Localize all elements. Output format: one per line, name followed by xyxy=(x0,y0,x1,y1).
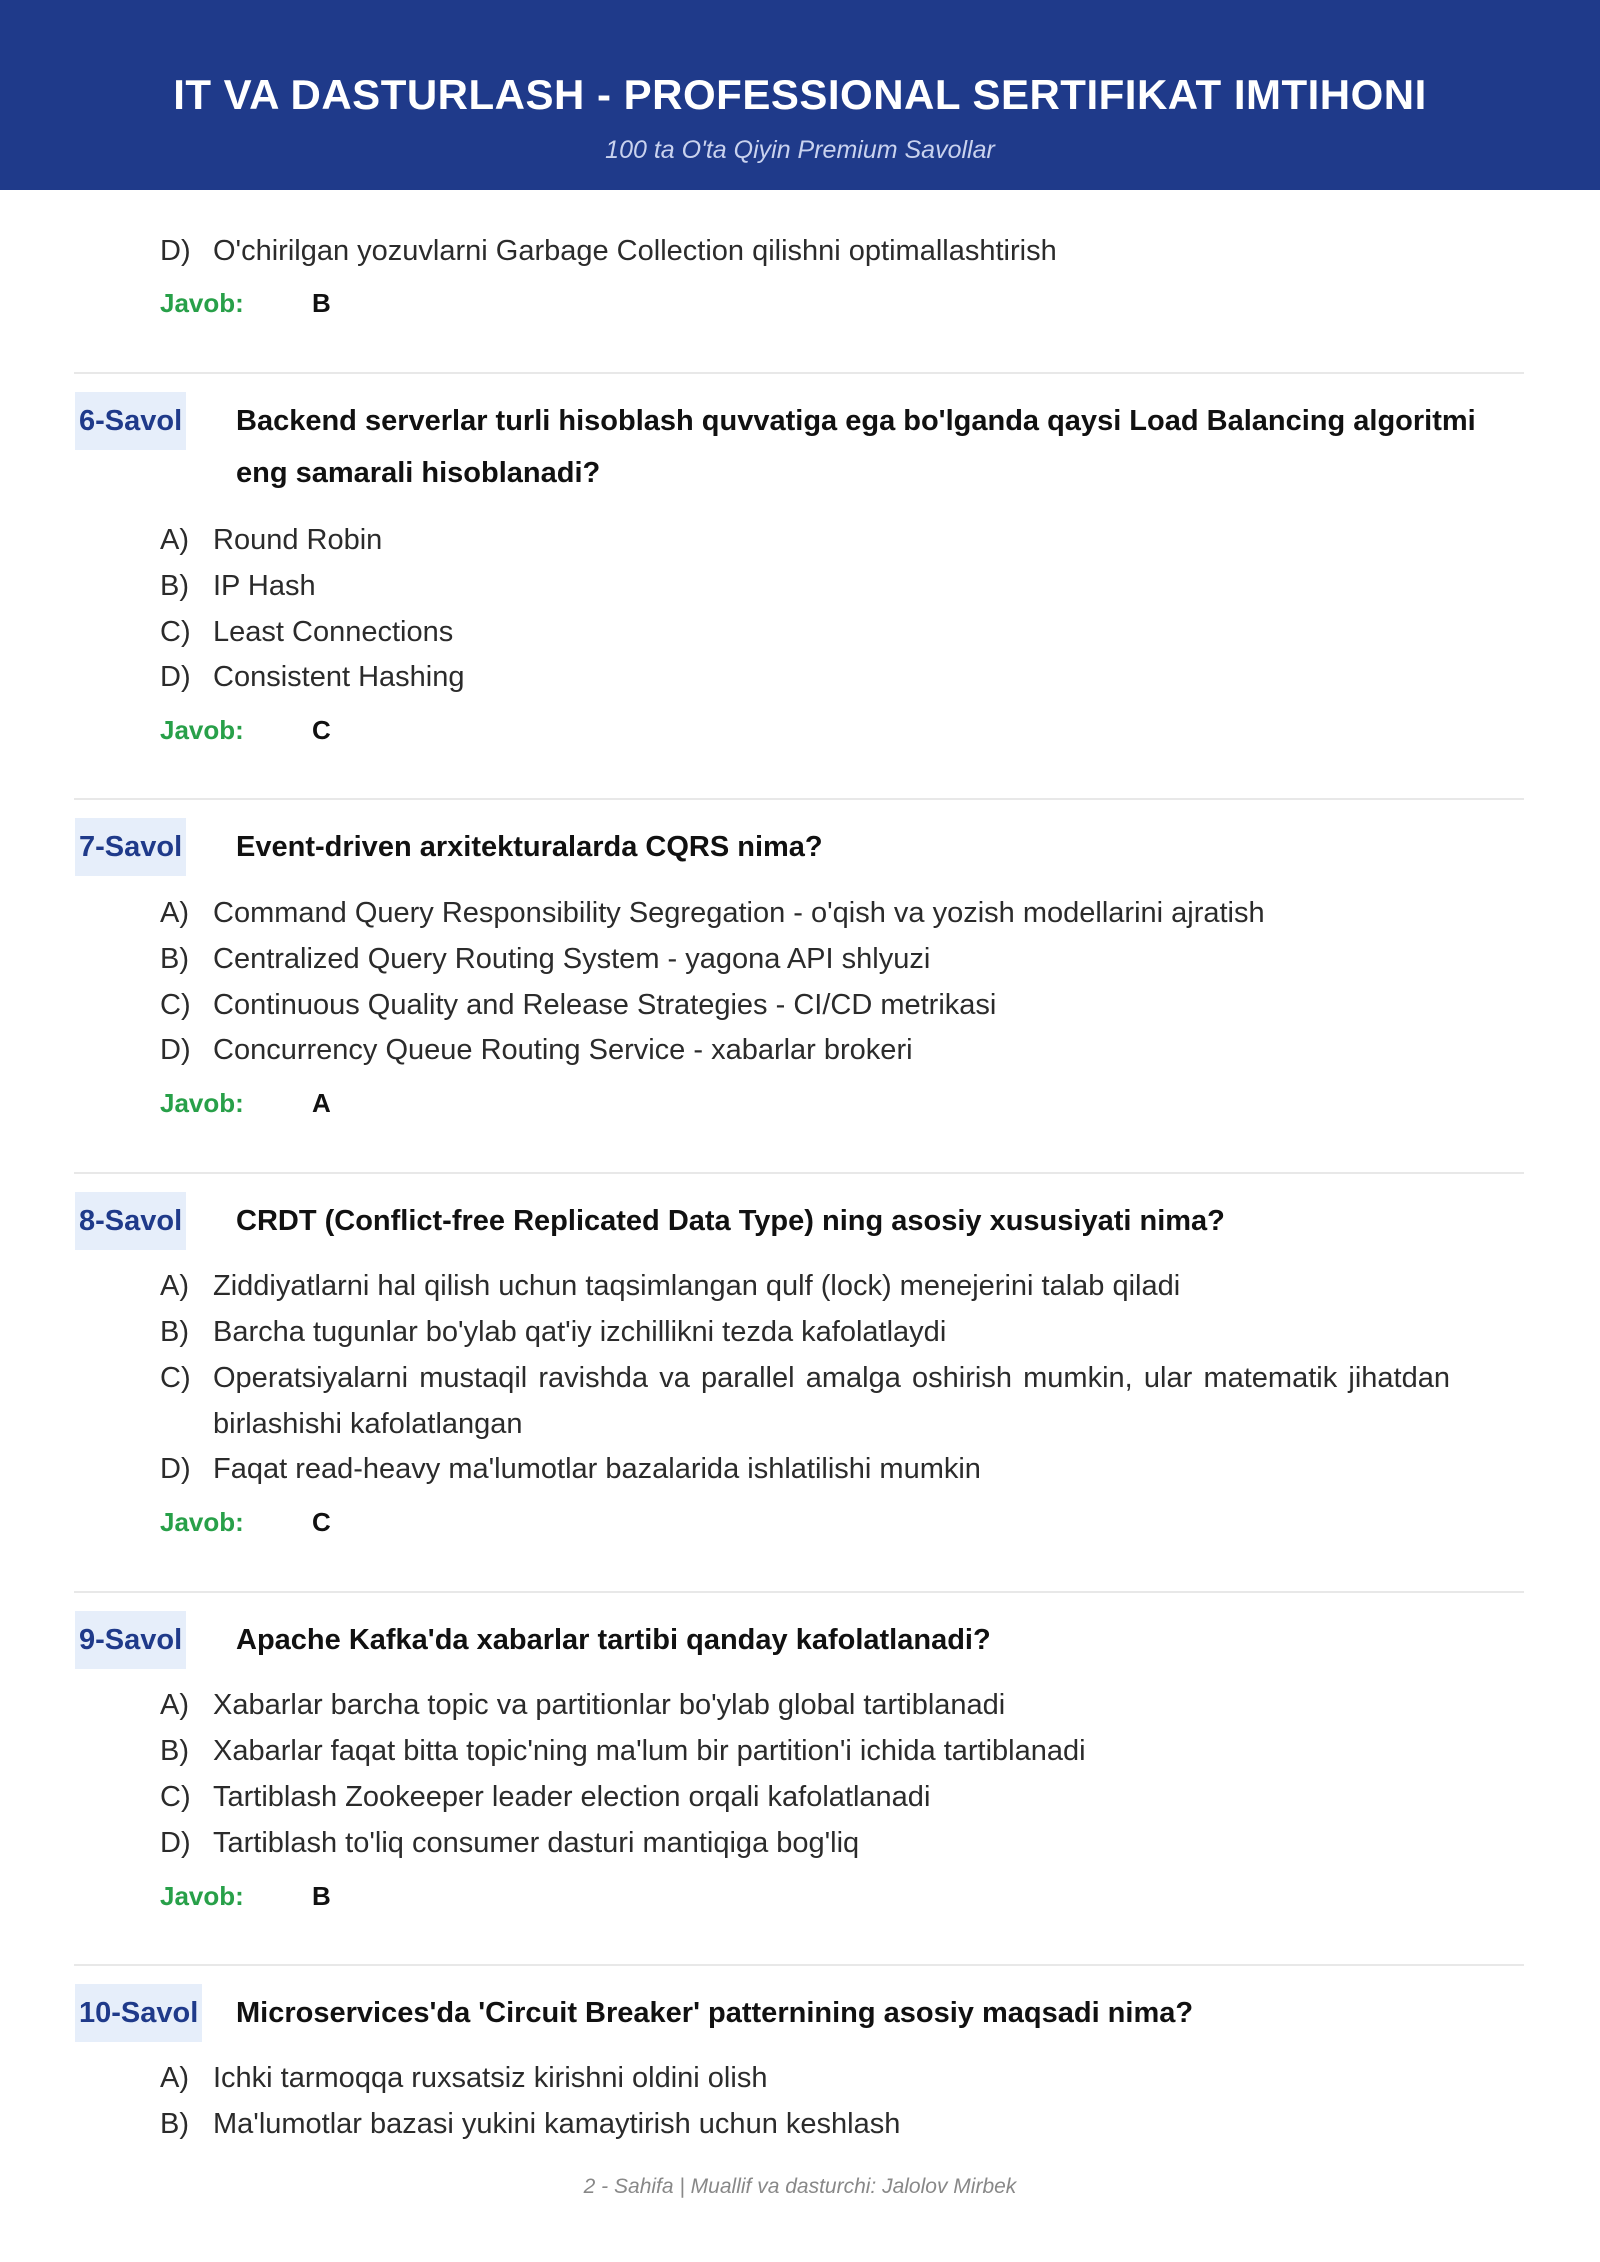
answer-label: Javob: xyxy=(160,715,244,745)
question-6-option-d xyxy=(160,654,1450,700)
question-7-option-c xyxy=(160,982,1450,1028)
answer-value: C xyxy=(312,1507,331,1537)
option-text: Xabarlar barcha topic va partitionlar bo'ylab global tartiblanadi xyxy=(213,1689,1006,1721)
question-9-text: Apache Kafka'da xabarlar tartibi qanday kafolatlanadi? xyxy=(236,1624,991,1656)
option-text: Ichki tarmoqqa ruxsatsiz kirishni oldini olish xyxy=(213,2062,768,2094)
option-letter: A) xyxy=(160,524,189,556)
question-6-text: Backend serverlar turli hisoblash quvvatiga ega bo'lganda qaysi Load Balancing algoritmi eng samarali hisoblanadi? xyxy=(236,405,1476,489)
option-text: Faqat read-heavy ma'lumotlar bazalarida ishlatilishi mumkin xyxy=(213,1453,981,1485)
answer-value: C xyxy=(312,715,331,745)
option-letter: D) xyxy=(160,1453,191,1485)
answer-label: Javob: xyxy=(160,1507,244,1537)
page-subtitle: 100 ta O'ta Qiyin Premium Savollar xyxy=(605,136,995,164)
question-6-answer xyxy=(160,710,331,750)
option-text: O'chirilgan yozuvlarni Garbage Collection qilishni optimallashtirish xyxy=(213,235,1057,267)
page-title: IT VA DASTURLASH - PROFESSIONAL SERTIFIKAT IMTIHONI xyxy=(173,71,1427,118)
option-text: Tartiblash Zookeeper leader election orqali kafolatlanadi xyxy=(213,1781,931,1813)
question-9-option-b xyxy=(160,1728,1450,1774)
option-text: Round Robin xyxy=(213,524,383,556)
question-7-text: Event-driven arxitekturalarda CQRS nima? xyxy=(236,831,823,863)
option-text: Xabarlar faqat bitta topic'ning ma'lum bir partition'i ichida tartiblanadi xyxy=(213,1735,1086,1767)
question-7-option-d xyxy=(160,1027,1450,1073)
question-8-option-d xyxy=(160,1446,1450,1492)
question-8-option-b xyxy=(160,1309,1450,1355)
option-letter: B) xyxy=(160,1316,189,1348)
question-8-number: 8-Savol xyxy=(75,1192,186,1250)
answer-value: B xyxy=(312,1881,331,1911)
answer-label: Javob: xyxy=(160,1881,244,1911)
question-6-option-a xyxy=(160,517,1450,563)
option-letter: D) xyxy=(160,661,191,693)
question-9-answer xyxy=(160,1876,331,1916)
option-letter: A) xyxy=(160,1689,189,1721)
question-5-option-d xyxy=(160,228,1450,274)
question-10-option-b xyxy=(160,2101,1450,2147)
option-text: Consistent Hashing xyxy=(213,661,465,693)
option-letter: B) xyxy=(160,1735,189,1767)
option-letter: A) xyxy=(160,897,189,929)
answer-value: B xyxy=(312,288,331,318)
option-letter: D) xyxy=(160,1827,191,1859)
divider xyxy=(74,372,1524,374)
option-letter: B) xyxy=(160,943,189,975)
divider xyxy=(74,1591,1524,1593)
option-text: Ziddiyatlarni hal qilish uchun taqsimlangan qulf (lock) menejerini talab qiladi xyxy=(213,1270,1181,1302)
question-10-number: 10-Savol xyxy=(75,1984,202,2042)
question-8-text: CRDT (Conflict-free Replicated Data Type) ning asosiy xususiyati nima? xyxy=(236,1205,1225,1237)
answer-label: Javob: xyxy=(160,288,244,318)
question-6-number: 6-Savol xyxy=(75,392,186,450)
option-letter: D) xyxy=(160,235,191,267)
option-text: Concurrency Queue Routing Service - xabarlar brokeri xyxy=(213,1034,913,1066)
page-header xyxy=(0,0,1600,190)
option-text: Least Connections xyxy=(213,616,454,648)
question-8-option-a xyxy=(160,1263,1450,1309)
question-9-option-d xyxy=(160,1820,1450,1866)
divider xyxy=(74,798,1524,800)
question-9-number: 9-Savol xyxy=(75,1611,186,1669)
question-8-answer xyxy=(160,1502,331,1542)
question-7-option-b xyxy=(160,936,1450,982)
option-text: Continuous Quality and Release Strategies - CI/CD metrikasi xyxy=(213,989,997,1021)
option-letter: B) xyxy=(160,570,189,602)
option-letter: C) xyxy=(160,1362,191,1394)
option-letter: B) xyxy=(160,2108,189,2140)
divider xyxy=(74,1964,1524,1966)
question-7-option-a xyxy=(160,890,1450,936)
option-letter: C) xyxy=(160,989,191,1021)
question-5-answer xyxy=(160,283,331,323)
question-8-option-c xyxy=(160,1355,1450,1447)
option-letter: A) xyxy=(160,2062,189,2094)
question-6-option-b xyxy=(160,563,1450,609)
divider xyxy=(74,1172,1524,1174)
question-6-option-c xyxy=(160,609,1450,655)
option-text: Operatsiyalarni mustaqil ravishda va parallel amalga oshirish mumkin, ular matematik jihatdan birlashishi kafolatlangan xyxy=(213,1362,1450,1440)
option-text: Tartiblash to'liq consumer dasturi mantiqiga bog'liq xyxy=(213,1827,860,1859)
option-letter: C) xyxy=(160,616,191,648)
question-9-option-a xyxy=(160,1682,1450,1728)
question-10-text: Microservices'da 'Circuit Breaker' patternining asosiy maqsadi nima? xyxy=(236,1997,1194,2029)
option-text: IP Hash xyxy=(213,570,316,602)
option-letter: C) xyxy=(160,1781,191,1813)
option-text: Ma'lumotlar bazasi yukini kamaytirish uchun keshlash xyxy=(213,2108,901,2140)
page-footer: 2 - Sahifa | Muallif va dasturchi: Jalolov Mirbek xyxy=(583,2175,1017,2198)
question-7-answer xyxy=(160,1083,331,1123)
answer-value: A xyxy=(312,1088,331,1118)
question-9-option-c xyxy=(160,1774,1450,1820)
option-text: Command Query Responsibility Segregation - o'qish va yozish modellarini ajratish xyxy=(213,897,1265,929)
question-10-option-a xyxy=(160,2055,1450,2101)
option-letter: A) xyxy=(160,1270,189,1302)
answer-label: Javob: xyxy=(160,1088,244,1118)
question-7-number: 7-Savol xyxy=(75,818,186,876)
option-letter: D) xyxy=(160,1034,191,1066)
option-text: Barcha tugunlar bo'ylab qat'iy izchillikni tezda kafolatlaydi xyxy=(213,1316,947,1348)
option-text: Centralized Query Routing System - yagona API shlyuzi xyxy=(213,943,931,975)
